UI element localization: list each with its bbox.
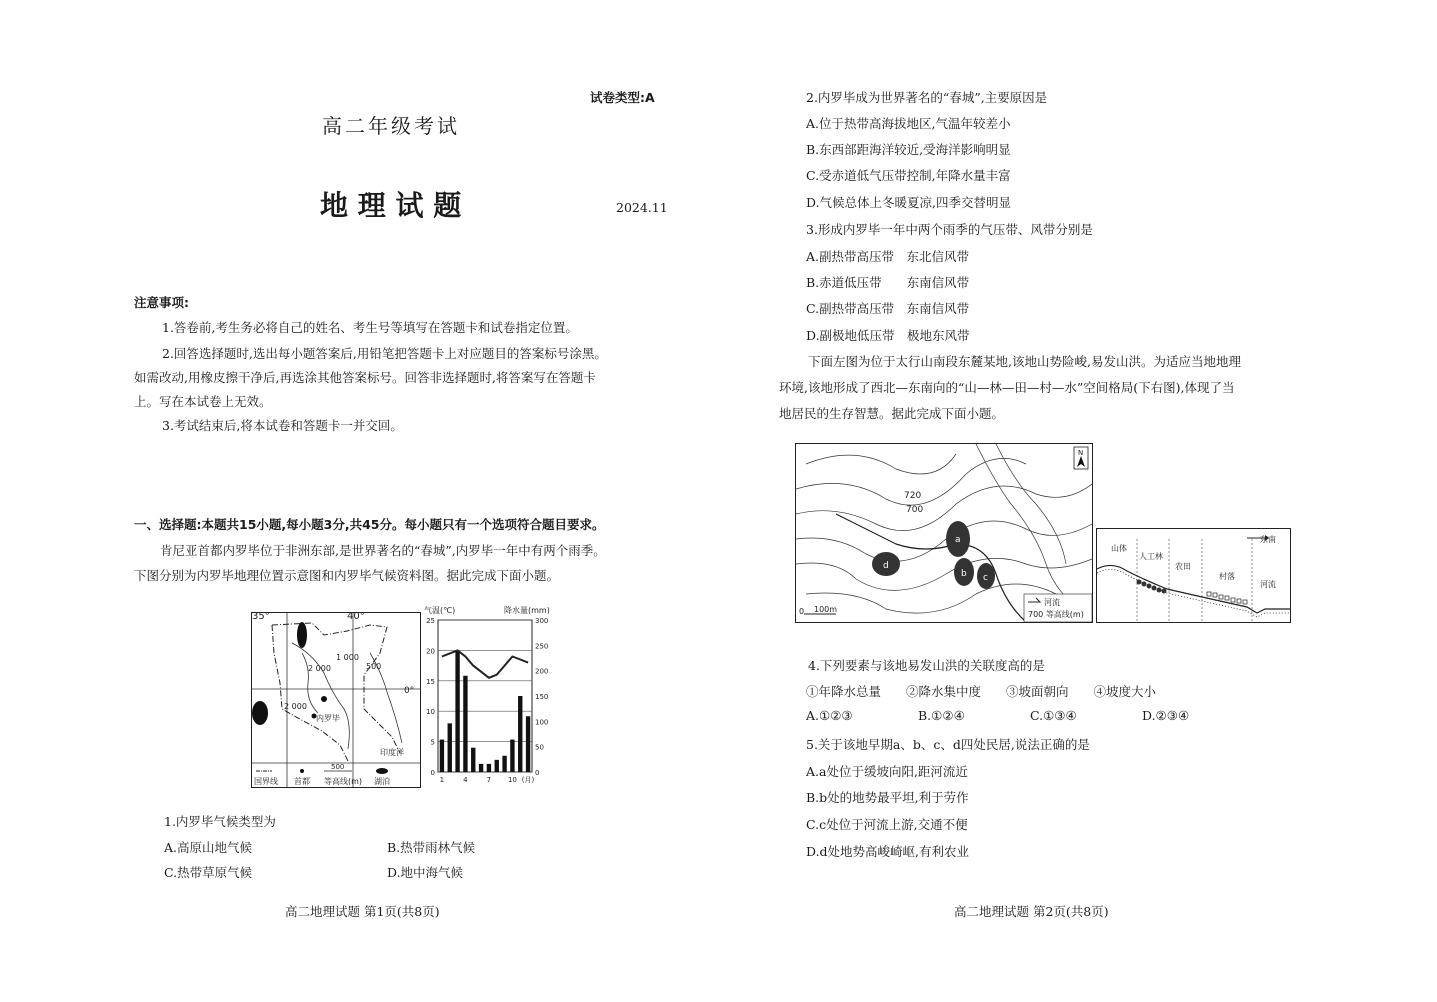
y2-tick-label: 50 [535, 743, 544, 752]
legend-contour-label: 等高线(m) [324, 777, 363, 786]
page2-footer: 高二地理试题 第2页(共8页) [954, 904, 1109, 919]
notes-heading: 注意事项: [134, 295, 189, 310]
north-label: N [1078, 449, 1084, 457]
scale-label: 100m [814, 605, 838, 614]
q1-option-c: C.热带草原气候 [164, 865, 253, 880]
precip-bar [440, 740, 444, 772]
intro2-line-2: 环境,该地形成了西北—东南向的“山—林—田—村—水”空间格局(下右图),体现了当 [779, 380, 1235, 395]
zone-label-farmland: 农田 [1175, 562, 1191, 571]
y2-tick-label: 250 [535, 642, 549, 651]
y-tick-label: 20 [426, 647, 435, 656]
zone-label-river: 河流 [1260, 580, 1276, 589]
legend-lake-icon [376, 768, 388, 774]
legend-capital-icon [300, 769, 304, 773]
contour-label-2000b: 2 000 [284, 702, 307, 711]
house-icon [1243, 600, 1247, 604]
q5-option-b: B.b处的地势最平坦,利于劳作 [806, 790, 969, 805]
x-tick-label: 10 [507, 776, 517, 784]
contour-label-700: 700 [906, 505, 924, 515]
q5-option-c: C.c处位于河流上游,交通不便 [806, 817, 968, 832]
q5-option-a: A.a处位于缓坡向阳,距河流近 [806, 764, 968, 779]
intro-line-2: 下图分别为内罗毕地理位置示意图和内罗毕气候资料图。据此完成下面小题。 [134, 568, 560, 583]
tree-icon [1142, 582, 1147, 587]
q2-stem: 2.内罗毕成为世界著名的“春城”,主要原因是 [806, 90, 1048, 105]
legend-contour-value: 500 [331, 763, 345, 771]
contour-label-1000: 1 000 [336, 653, 359, 662]
precip-bar [518, 696, 522, 772]
x-tick-label: 4 [463, 776, 468, 784]
topo-map [795, 443, 1093, 623]
y2-tick-label: 300 [535, 617, 549, 625]
point-d-label: d [883, 561, 889, 571]
intro-line-1: 肯尼亚首都内罗毕位于非洲东部,是世界著名的“春城”,内罗毕一年中有两个雨季。 [160, 543, 606, 558]
q2-option-d: D.气候总体上冬暖夏凉,四季交替明显 [806, 195, 1012, 210]
q5-stem: 5.关于该地早期a、b、c、d四处民居,说法正确的是 [806, 737, 1090, 752]
direction-label: 东南 [1260, 535, 1276, 544]
lake-victoria [252, 701, 268, 725]
zone-label-mountain: 山体 [1111, 544, 1127, 553]
contour-line [796, 558, 1092, 590]
profile-diagram-svg [1097, 529, 1290, 622]
x-tick-label: 1 [439, 776, 445, 784]
q4-items: ①年降水总量 ②降水集中度 ③坡面朝向 ④坡度大小 [806, 684, 1157, 699]
tree-icon [1147, 584, 1152, 589]
q3-option-d: D.副极地低压带 极地东风带 [806, 328, 970, 343]
y-tick-label: 0 [430, 769, 435, 777]
lon-label-40: 40° [347, 613, 365, 622]
legend-border-label: 国界线 [254, 777, 278, 786]
terrain-profile [1097, 565, 1290, 613]
note-2: 2.回答选择题时,选出每小题答案后,用铅笔把答题卡上对应题目的答案标号涂黑。 [162, 346, 607, 361]
exam-title: 高二年级考试 [322, 114, 460, 138]
tree-icon [1137, 580, 1142, 585]
note-2-cont: 如需改动,用橡皮擦干净后,再选涂其他答案标号。回答非选择题时,将答案写在答题卡 [134, 370, 596, 385]
point-b-label: b [961, 569, 967, 579]
q3-option-c: C.副热带高压带 东南信风带 [806, 301, 970, 316]
x-tick-label: (月) [521, 776, 535, 784]
precip-bar [502, 756, 506, 772]
house-icon [1213, 593, 1217, 597]
intro2-line-3: 地居民的生存智慧。据此完成下面小题。 [779, 406, 1005, 421]
chart-line [442, 650, 528, 677]
q5-option-d: D.d处地势高峻崎岖,有利农业 [806, 844, 970, 859]
precip-bar [463, 676, 467, 772]
precip-bar [510, 740, 514, 772]
q2-option-c: C.受赤道低气压带控制,年降水量丰富 [806, 168, 1011, 183]
precip-bar [495, 760, 499, 772]
house-icon [1237, 599, 1241, 603]
q1-option-b: B.热带雨林气候 [387, 840, 476, 855]
contour-line [996, 444, 1066, 564]
subject-title: 地 理 试 题 [320, 189, 462, 222]
q4-option-b: B.①②④ [918, 708, 965, 723]
plot-frame [438, 620, 532, 772]
contour-label-500: 500 [366, 662, 382, 671]
city-label: 内罗毕 [316, 714, 340, 723]
contour-label-720: 720 [904, 491, 922, 501]
page1-footer: 高二地理试题 第1页(共8页) [285, 904, 440, 919]
y2-tick-label: 0 [535, 769, 540, 777]
contour-line [976, 444, 1086, 614]
y-tick-label: 25 [426, 617, 435, 625]
temperature-line [442, 650, 528, 677]
y-axis-title: 气温(℃) [424, 606, 456, 615]
terrain-hatch [1097, 569, 1290, 617]
q3-stem: 3.形成内罗毕一年中两个雨季的气压带、风带分别是 [806, 222, 1093, 237]
y2-tick-label: 200 [535, 667, 549, 676]
contour-label-2000: 2 000 [308, 664, 331, 673]
precip-bar [479, 764, 483, 772]
lat-label-0: 0° [404, 686, 415, 696]
contour-line [796, 521, 1092, 561]
house-icon [1219, 595, 1223, 599]
profile-diagram [1096, 528, 1291, 623]
zone-label-forest: 人工林 [1139, 552, 1163, 561]
contour-line [806, 454, 956, 474]
q4-option-c: C.①③④ [1030, 708, 1077, 723]
y-tick-label: 15 [426, 677, 435, 686]
tree-icon [1157, 588, 1162, 593]
q4-option-d: D.②③④ [1142, 708, 1190, 723]
y2-axis-title: 降水量(mm) [504, 606, 550, 615]
exam-date: 2024.11 [616, 200, 668, 215]
point-a-label: a [955, 535, 961, 545]
q1-option-a: A.高原山地气候 [164, 840, 253, 855]
lake-turkana [297, 622, 307, 648]
topo-map-svg [796, 444, 1092, 622]
house-icon [1207, 592, 1211, 596]
location-map-svg [252, 613, 420, 787]
section-heading: 一、选择题:本题共15小题,每小题3分,共45分。每小题只有一个选项符合题目要求。 [134, 517, 605, 532]
chart-grid [438, 620, 532, 772]
q2-option-a: A.位于热带高海拔地区,气温年较差小 [806, 116, 1011, 131]
paper-type: 试卷类型:A [590, 90, 655, 105]
location-map [251, 612, 421, 788]
precip-bar [455, 650, 459, 772]
legend-river-label: 河流 [1044, 598, 1060, 607]
q1-stem: 1.内罗毕气候类型为 [164, 814, 276, 829]
q2-option-b: B.东西部距海洋较近,受海洋影响明显 [806, 142, 1011, 157]
tree-icon [1152, 586, 1157, 591]
river [836, 514, 1026, 622]
lake-small [321, 696, 327, 702]
y-tick-label: 10 [426, 708, 435, 717]
scale-zero: 0 [799, 607, 805, 616]
tree-icon [1162, 589, 1167, 594]
note-3: 3.考试结束后,将本试卷和答题卡一并交回。 [162, 418, 403, 433]
house-icon [1231, 598, 1235, 602]
note-2-end: 上。写在本试卷上无效。 [134, 394, 272, 409]
y2-tick-label: 100 [535, 718, 549, 727]
border-line [272, 623, 400, 753]
y-tick-label: 5 [430, 738, 435, 747]
precip-bar [448, 723, 452, 772]
point-c-label: c [983, 573, 988, 583]
q4-option-a: A.①②③ [806, 708, 853, 723]
ocean-label: 印度洋 [380, 748, 404, 757]
y2-tick-label: 150 [535, 693, 549, 701]
precip-bar [487, 764, 491, 772]
legend-capital-label: 首都 [294, 777, 310, 786]
q4-stem: 4.下列要素与该地易发山洪的关联度高的是 [808, 658, 1045, 673]
q3-option-b: B.赤道低压带 东南信风带 [806, 275, 970, 290]
lon-label-35: 35° [252, 613, 270, 622]
x-tick-label: 7 [486, 776, 492, 784]
q1-option-d: D.地中海气候 [387, 865, 464, 880]
precip-bar [526, 716, 530, 772]
legend-contour-label-topo: 700 等高线(m) [1028, 610, 1084, 619]
intro2-line-1: 下面左图为位于太行山南段东麓某地,该地山势险峻,易发山洪。为适应当地地理 [808, 354, 1241, 369]
climate-chart [420, 600, 560, 792]
legend-lake-label: 湖泊 [374, 777, 390, 786]
q3-option-a: A.副热带高压带 东北信风带 [806, 249, 970, 264]
house-icon [1225, 596, 1229, 600]
note-1: 1.答卷前,考生务必将自己的姓名、考生号等填写在答题卡和试卷指定位置。 [162, 320, 578, 335]
contour-line [796, 484, 1092, 531]
precip-bar [471, 748, 475, 772]
zone-label-village: 村落 [1219, 572, 1235, 581]
border-line-west [272, 625, 348, 761]
